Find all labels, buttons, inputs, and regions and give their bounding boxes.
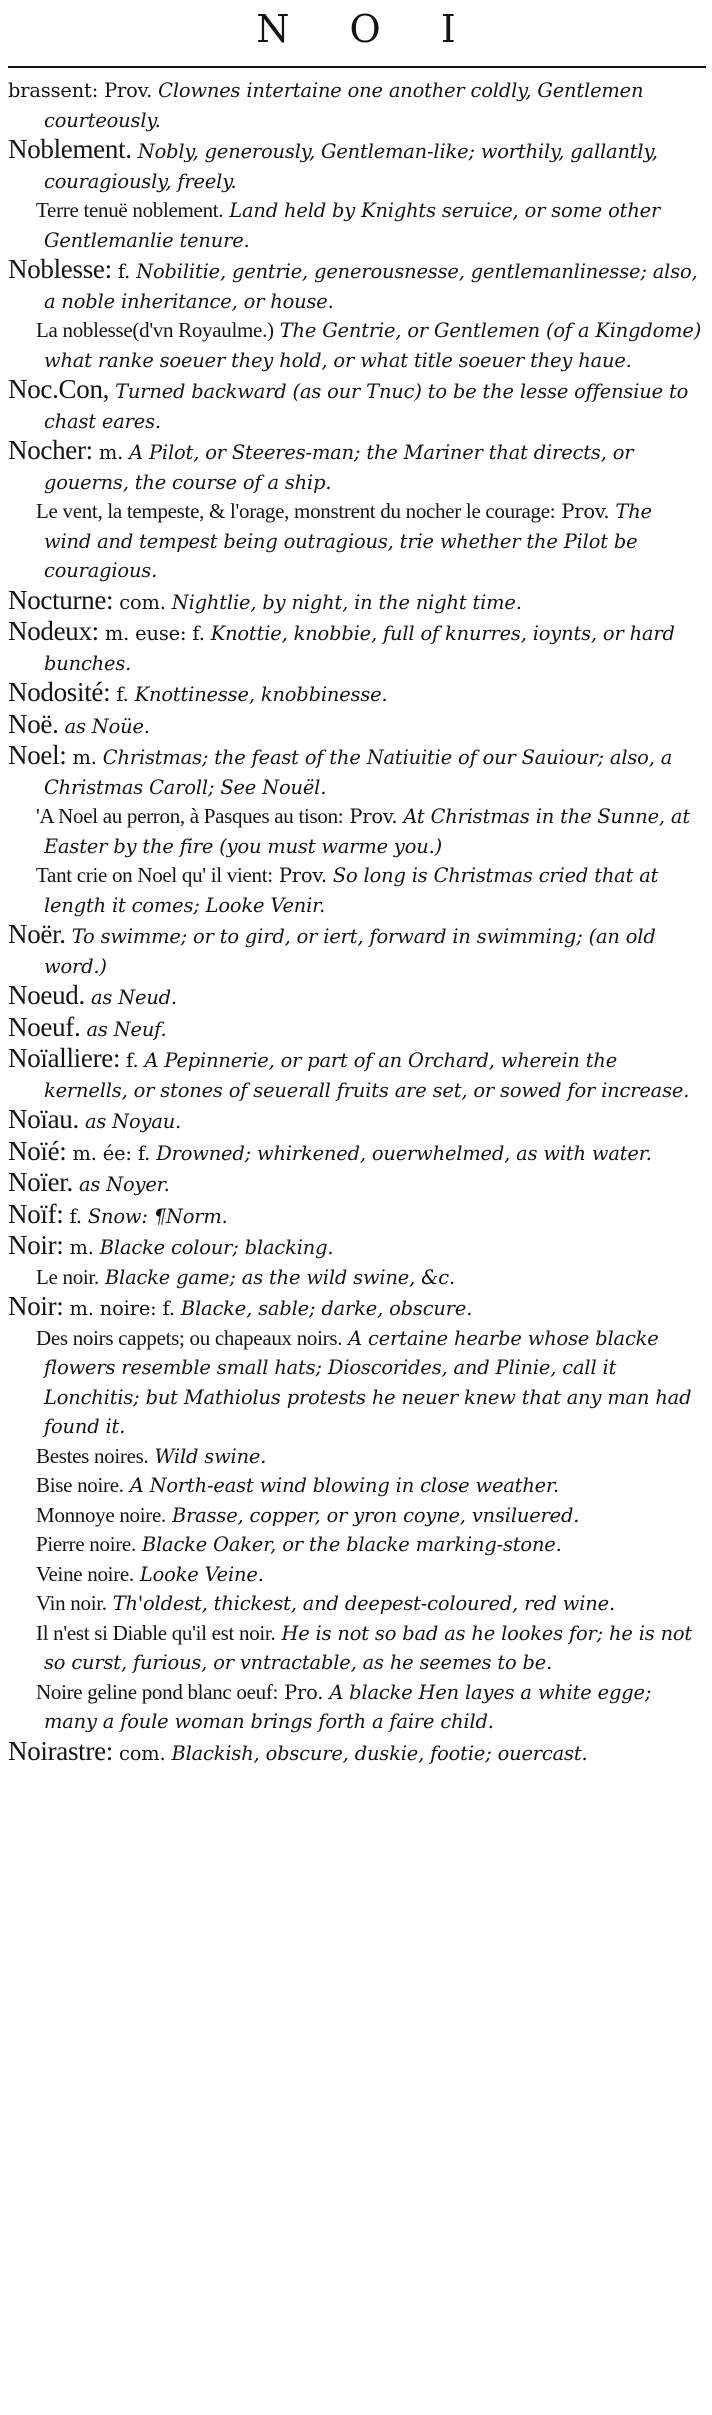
dictionary-entry xyxy=(8,920,704,981)
dictionary-entry xyxy=(8,255,704,316)
entry-gloss: as Noyau. xyxy=(84,1110,182,1133)
entry-gloss: A blacke Hen layes a white egge; many a foule woman brings forth a faire child. xyxy=(44,1680,652,1733)
entry-grammar: f. xyxy=(126,1049,139,1072)
entry-headword: Noïau. xyxy=(8,1104,79,1134)
entry-headword: Noë. xyxy=(8,708,59,739)
entry-headword: Le vent, la tempeste, & l'orage, monstrent du nocher le courage: xyxy=(36,499,556,523)
dictionary-entry xyxy=(8,1292,704,1324)
entry-grammar: m. xyxy=(98,441,124,464)
dictionary-entry xyxy=(8,375,704,436)
dictionary-entry xyxy=(8,617,704,678)
entry-headword: Monnoye noire. xyxy=(36,1502,166,1527)
entry-grammar: Pro. xyxy=(284,1680,324,1704)
entry-grammar: f. xyxy=(116,683,129,706)
entry-headword: Noïf: xyxy=(8,1198,64,1229)
dictionary-entry xyxy=(8,76,704,135)
entry-headword: Il n'est si Diable qu'il est noir. xyxy=(36,1620,276,1645)
entry-headword: Vin noir. xyxy=(36,1591,107,1615)
entry-headword: Bise noire. xyxy=(36,1473,124,1497)
entry-gloss: Nobilitie, gentrie, generousnesse, gentlemanlinesse; also, a noble inheritance, or house. xyxy=(44,260,698,313)
sub-entry xyxy=(8,861,704,920)
entry-headword: Le noir. xyxy=(36,1264,99,1289)
entry-headword: Tant crie on Noel qu' il vient: xyxy=(36,863,273,887)
entry-headword: Noeuf. xyxy=(8,1011,81,1042)
entry-grammar: Prov. xyxy=(561,500,610,523)
sub-entry xyxy=(8,1263,704,1293)
entry-headword: Noire geline pond blanc oeuf: xyxy=(36,1679,279,1704)
entry-headword: Noirastre: xyxy=(8,1735,113,1766)
entry-headword: Terre tenuë noblement. xyxy=(36,198,224,222)
entry-grammar: com. xyxy=(119,590,166,614)
entry-gloss: To swimme; or to gird, or iert, forward in swimming; (an old word.) xyxy=(44,925,656,978)
entry-headword: Noel: xyxy=(8,740,67,770)
entry-grammar: Prov. xyxy=(349,805,398,828)
sub-entry xyxy=(8,316,704,375)
entry-headword: 'A Noel au perron, à Pasques au tison: xyxy=(36,804,344,828)
entry-grammar: m. ée: f. xyxy=(72,1141,151,1165)
entry-gloss: Land held by Knights seruice, or some other Gentlemanlie tenure. xyxy=(44,199,661,252)
dictionary-entry xyxy=(8,981,704,1013)
entry-gloss: as Neuf. xyxy=(86,1017,167,1041)
sub-entry xyxy=(8,1324,704,1442)
entry-headword: Noir: xyxy=(8,1230,64,1260)
entry-grammar: com. xyxy=(118,1741,166,1765)
entry-headword: Noeud. xyxy=(8,980,85,1010)
sub-entry xyxy=(8,497,704,586)
entry-gloss: as Noüe. xyxy=(64,714,150,738)
dictionary-entry xyxy=(8,1013,704,1045)
entry-gloss: Turned backward (as our Tnuc) to be the lesse offensiue to chast eares. xyxy=(44,380,689,433)
entry-headword: Noblesse: xyxy=(8,254,112,284)
entry-grammar: f. xyxy=(69,1204,82,1228)
entry-gloss: Wild swine. xyxy=(154,1444,267,1468)
entry-headword: Noblement. xyxy=(8,134,132,164)
entry-gloss: Brasse, copper, or yron coyne, vnsiluered. xyxy=(171,1503,580,1527)
sub-entry xyxy=(8,1501,704,1531)
entry-gloss: Blackish, obscure, duskie, footie; ouercast. xyxy=(171,1741,588,1765)
dictionary-entry xyxy=(8,436,704,497)
header-rule xyxy=(8,66,706,68)
entry-gloss: He is not so bad as he lookes for; he is not so curst, furious, or vntractable, as he seemes to be. xyxy=(44,1621,693,1674)
entry-gloss: Knottie, knobbie, full of knurres, ioynts, or hard bunches. xyxy=(44,622,675,675)
entry-grammar: m. xyxy=(69,1236,94,1259)
page-header: N O I xyxy=(256,7,480,51)
dictionary-entry xyxy=(8,1737,704,1769)
sub-entry xyxy=(8,1530,704,1560)
entry-gloss: The Gentrie, or Gentlemen (of a Kingdome) what ranke soeuer they hold, or what title soeuer they haue. xyxy=(44,319,702,372)
sub-entry xyxy=(8,1471,704,1501)
entry-headword: Veine noire. xyxy=(36,1561,134,1586)
entry-gloss: A North-east wind blowing in close weather. xyxy=(129,1474,559,1497)
entry-headword: Nodosité: xyxy=(8,677,111,707)
dictionary-entry xyxy=(8,1168,704,1200)
entry-gloss: A Pilot, or Steeres-man; the Mariner that directs, or gouerns, the course of a ship. xyxy=(44,441,634,494)
entry-gloss: Looke Veine. xyxy=(139,1562,264,1586)
entry-list xyxy=(8,76,704,1768)
entry-headword: Bestes noires. xyxy=(36,1443,149,1468)
dictionary-entry xyxy=(8,1231,704,1263)
entry-gloss: as Neud. xyxy=(90,986,177,1009)
entry-gloss: A Pepinnerie, or part of an Orchard, wherein the kernells, or stones of seuerall fruits are set, or sowed for increase. xyxy=(44,1049,690,1102)
entry-headword: Des noirs cappets; ou chapeaux noirs. xyxy=(36,1325,343,1350)
entry-grammar: m. euse: f. xyxy=(104,622,205,645)
dictionary-entry xyxy=(8,586,704,618)
dictionary-entry xyxy=(8,1105,704,1137)
entry-gloss: Th'oldest, thickest, and deepest-coloured, red wine. xyxy=(112,1592,615,1615)
entry-gloss: Blacke game; as the wild swine, &c. xyxy=(104,1265,455,1289)
entry-gloss: Blacke, sable; darke, obscure. xyxy=(180,1297,473,1320)
entry-grammar: m. xyxy=(72,746,97,769)
entry-headword: Noc.Con, xyxy=(8,374,110,404)
entry-gloss: Drowned; whirkened, ouerwhelmed, as with water. xyxy=(156,1141,652,1165)
dictionary-entry xyxy=(8,741,704,802)
sub-entry xyxy=(8,1442,704,1472)
entry-grammar: brassent: Prov. xyxy=(8,79,153,102)
dictionary-entry xyxy=(8,1044,704,1105)
entry-gloss: The wind and tempest being outragious, trie whether the Pilot be couragious. xyxy=(44,500,652,582)
entry-gloss: Blacke Oaker, or the blacke marking-stone. xyxy=(141,1533,562,1556)
entry-gloss: So long is Christmas cried that at length it comes; Looke Venir. xyxy=(44,864,659,917)
entry-headword: Noïé: xyxy=(8,1135,67,1166)
entry-headword: Nocher: xyxy=(8,435,93,465)
entry-headword: Pierre noire. xyxy=(36,1532,136,1556)
entry-gloss: Nobly, generously, Gentleman-like; worthily, gallantly, couragiously, freely. xyxy=(44,140,658,193)
entry-grammar: f. xyxy=(117,260,131,283)
entry-gloss: Nightlie, by night, in the night time. xyxy=(171,590,522,614)
entry-headword: Noër. xyxy=(8,919,66,949)
sub-entry xyxy=(8,196,704,255)
entry-grammar: m. noire: f. xyxy=(69,1297,175,1320)
entry-gloss: Clownes intertaine one another coldly, Gentlemen courteously. xyxy=(44,79,644,132)
entry-gloss: A certaine hearbe whose blacke flowers resemble small hats; Dioscorides, and Plinie, call it Lonchitis; but Mathiolus protests he neuer knew that any man had found it. xyxy=(44,1326,692,1438)
entry-headword: La noblesse(d'vn Royaulme.) xyxy=(36,318,274,342)
dictionary-entry xyxy=(8,1200,704,1232)
entry-gloss: At Christmas in the Sunne, at Easter by the fire (you must warme you.) xyxy=(44,805,690,858)
entry-headword: Noir: xyxy=(8,1291,64,1321)
entry-gloss: Christmas; the feast of the Natiuitie of our Sauiour; also, a Christmas Caroll; See Nouël. xyxy=(44,746,673,799)
entry-gloss: Blacke colour; blacking. xyxy=(99,1236,334,1259)
sub-entry xyxy=(8,802,704,861)
sub-entry xyxy=(8,1678,704,1737)
dictionary-entry xyxy=(8,678,704,710)
entry-headword: Noïer. xyxy=(8,1167,73,1197)
sub-entry xyxy=(8,1589,704,1619)
entry-headword: Noïalliere: xyxy=(8,1043,121,1073)
entry-gloss: as Noyer. xyxy=(78,1173,170,1196)
sub-entry xyxy=(8,1560,704,1590)
dictionary-entry xyxy=(8,135,704,196)
dictionary-entry xyxy=(8,710,704,742)
entry-headword: Nocturne: xyxy=(8,584,114,615)
entry-headword: Nodeux: xyxy=(8,616,99,646)
entry-gloss: Snow: ¶Norm. xyxy=(87,1204,228,1228)
sub-entry xyxy=(8,1619,704,1678)
entry-grammar: Prov. xyxy=(278,864,327,887)
entry-gloss: Knottinesse, knobbinesse. xyxy=(134,683,388,706)
dictionary-entry xyxy=(8,1137,704,1169)
